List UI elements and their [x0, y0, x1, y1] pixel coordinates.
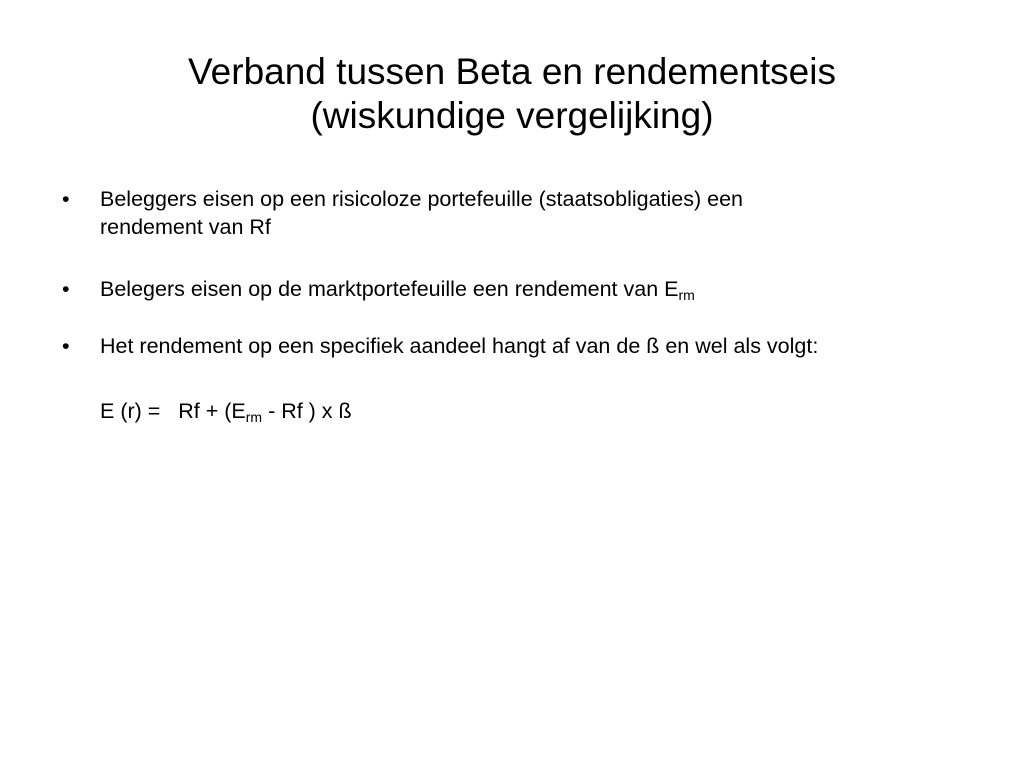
bullet-list — [0, 185, 1024, 425]
bullet-text-continued: rendement van Rf — [100, 215, 271, 239]
bullet-dot-icon: • — [62, 334, 70, 358]
bullet-item-market — [0, 275, 1024, 303]
formula-subscript-rm: rm — [245, 409, 263, 425]
title-line-1: Verband tussen Beta en rendementseis — [188, 51, 836, 92]
slide-title — [0, 50, 1024, 138]
bullet-text: Het rendement op een specifiek aandeel hangt af van de ß en wel als volgt: — [100, 334, 819, 358]
formula — [0, 397, 1024, 425]
formula-lhs: E (r) = — [100, 399, 161, 423]
bullet-dot-icon: • — [62, 277, 70, 301]
bullet-item-risk-free — [0, 185, 1024, 241]
formula-rhs-start: Rf + (E — [178, 399, 246, 423]
subscript-rm: rm — [678, 287, 695, 303]
bullet-text: Belegers eisen op de marktportefeuille een rendement van E — [100, 277, 679, 301]
bullet-dot-icon: • — [62, 187, 70, 211]
bullet-text: Beleggers eisen op een risicoloze portefeuille (staatsobligaties) een — [100, 187, 743, 211]
title-line-2: (wiskundige vergelijking) — [310, 95, 714, 136]
bullet-item-specific-share — [0, 332, 1024, 360]
formula-rhs-end: - Rf ) x ß — [262, 399, 352, 423]
